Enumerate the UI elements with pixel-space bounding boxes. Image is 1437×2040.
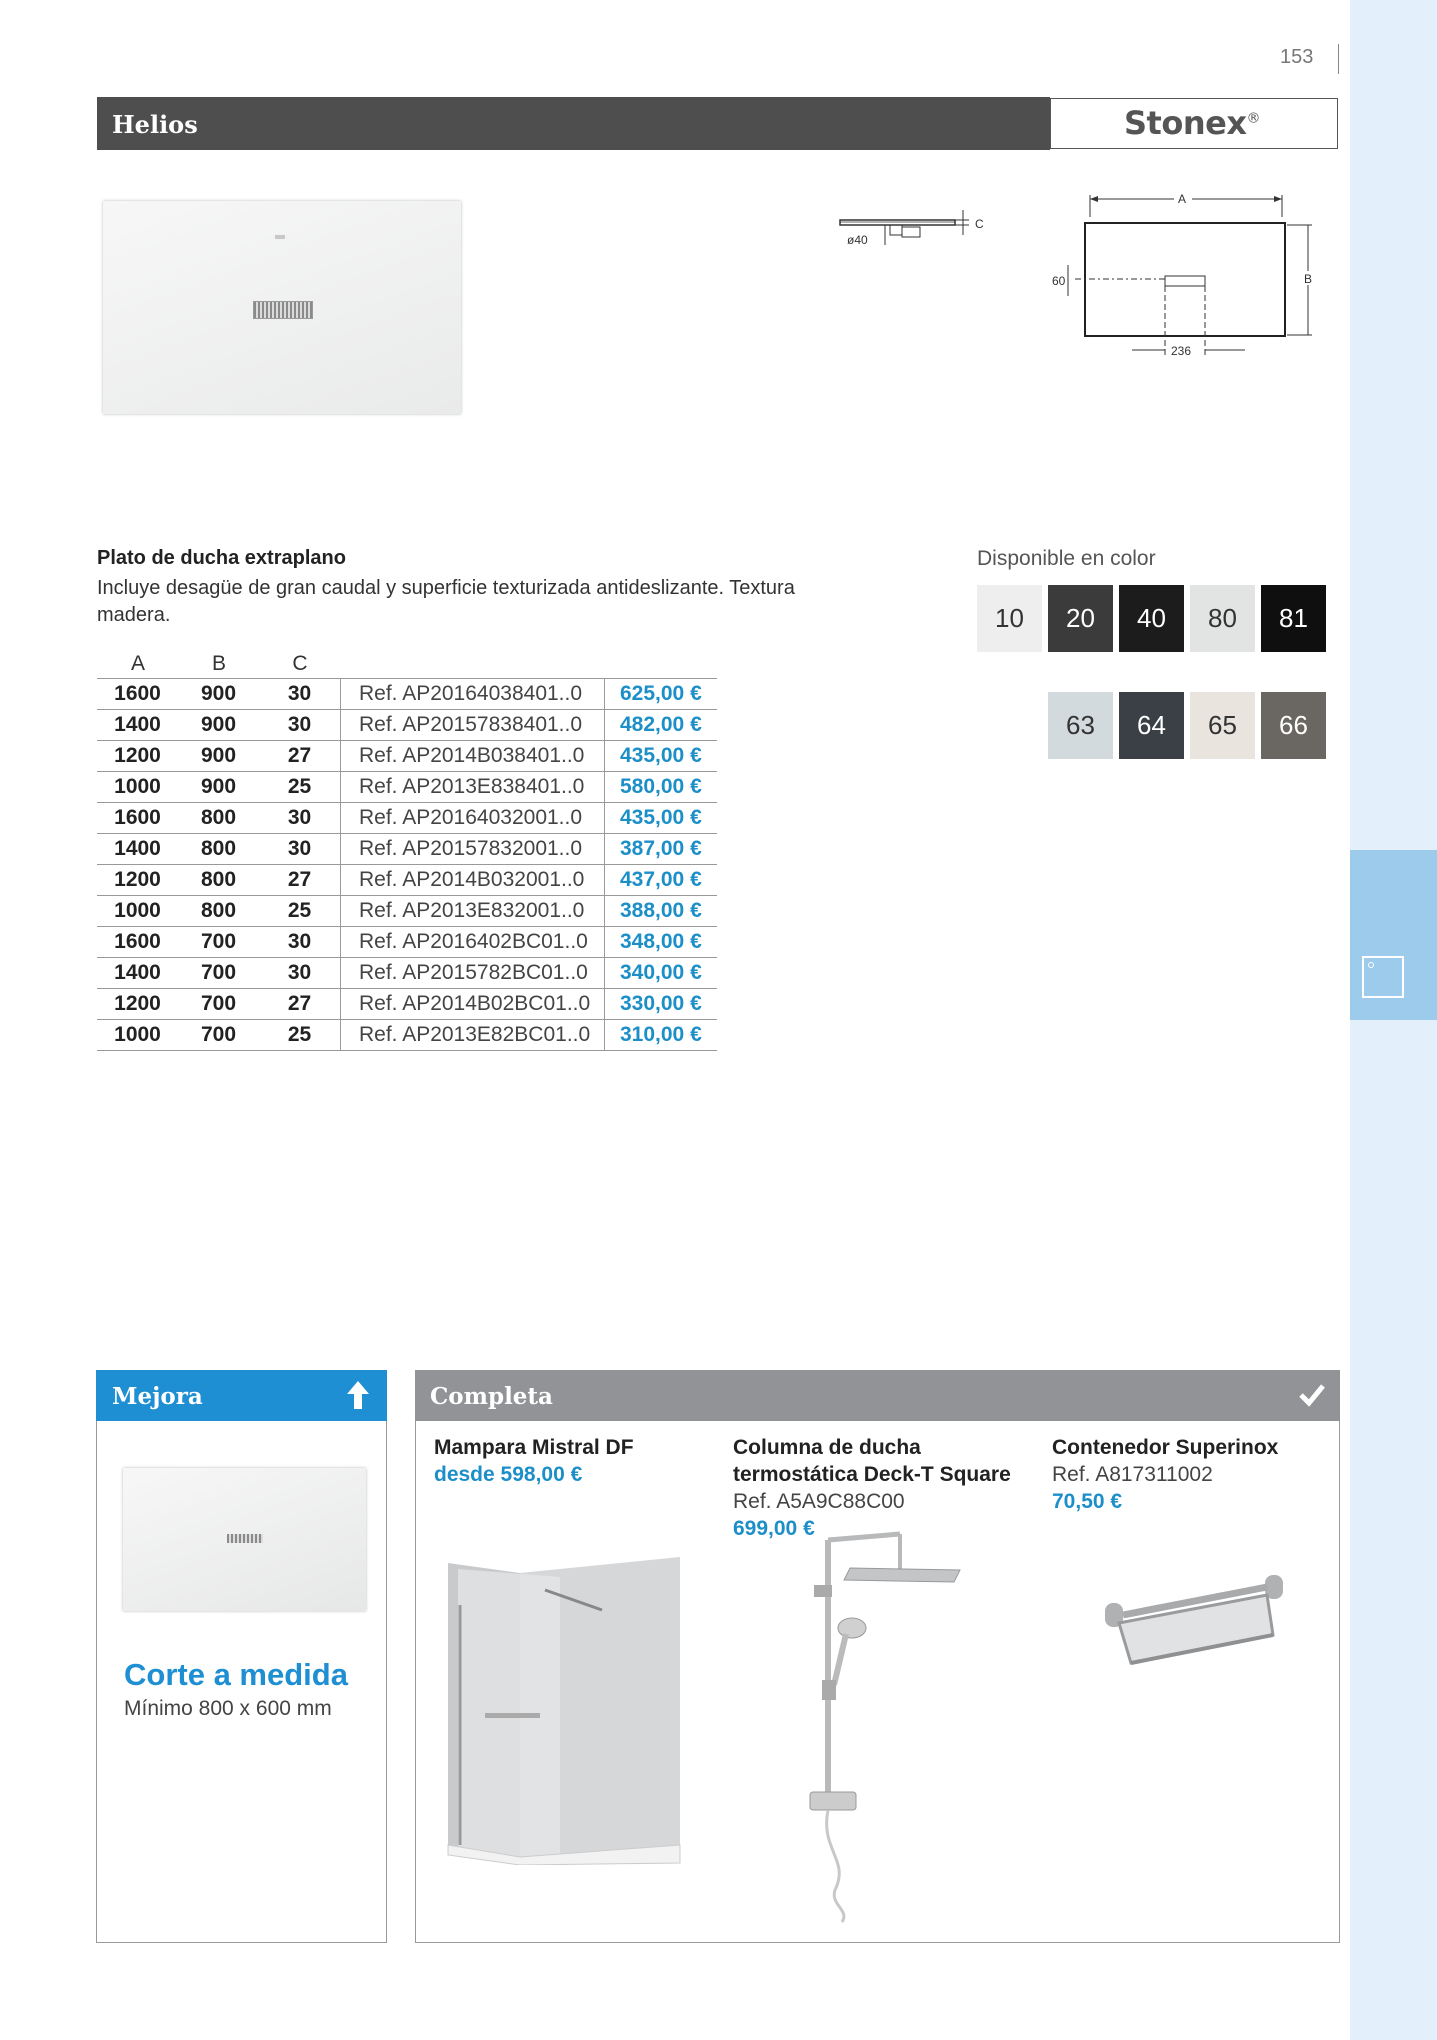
dimension-a: 1200 xyxy=(97,741,178,772)
price: 435,00 € xyxy=(605,803,718,834)
shower-tray-icon xyxy=(1362,956,1404,998)
price: 482,00 € xyxy=(605,710,718,741)
accessory-item xyxy=(733,1434,1038,1542)
dimension-a: 1000 xyxy=(97,896,178,927)
color-swatch[interactable]: 64 xyxy=(1119,692,1184,759)
column-header-c: C xyxy=(292,652,308,675)
product-title: Plato de ducha extraplano xyxy=(97,547,346,569)
table-row xyxy=(97,834,717,865)
reference-code: Ref. AP2014B02BC01..0 xyxy=(341,989,605,1020)
dimension-a: 1400 xyxy=(97,834,178,865)
dimension-a: 1600 xyxy=(97,679,178,710)
reference-code: Ref. AP2016402BC01..0 xyxy=(341,927,605,958)
accessory-name: Mampara Mistral DF xyxy=(434,1436,634,1459)
price: 437,00 € xyxy=(605,865,718,896)
product-description: Incluye desagüe de gran caudal y superficie texturizada antideslizante. Textura madera. xyxy=(97,577,795,626)
dimension-b: 800 xyxy=(178,865,259,896)
reference-code: Ref. AP2014B032001..0 xyxy=(341,865,605,896)
dimension-a: 1600 xyxy=(97,927,178,958)
accessory-ref: Ref. A5A9C88C00 xyxy=(733,1490,905,1513)
thickness-label: C xyxy=(975,217,984,231)
accessory-item xyxy=(434,1434,714,1488)
price: 580,00 € xyxy=(605,772,718,803)
dimension-b: 700 xyxy=(178,958,259,989)
price: 387,00 € xyxy=(605,834,718,865)
depth-label: B xyxy=(1304,272,1313,286)
width-label: A xyxy=(1178,192,1187,206)
reference-code: Ref. AP20164032001..0 xyxy=(341,803,605,834)
dimension-c: 30 xyxy=(259,679,341,710)
reference-code: Ref. AP20164038401..0 xyxy=(341,679,605,710)
dimension-a: 1400 xyxy=(97,710,178,741)
header-bar xyxy=(97,97,1050,150)
color-swatch[interactable]: 81 xyxy=(1261,585,1326,652)
dimension-b: 800 xyxy=(178,834,259,865)
accessory-name: Contenedor Superinox xyxy=(1052,1436,1279,1459)
custom-cut-title: Corte a medida xyxy=(124,1657,348,1692)
dimension-c: 25 xyxy=(259,1020,341,1051)
product-photo xyxy=(103,201,461,414)
arrow-up-icon xyxy=(346,1380,370,1410)
dimension-a: 1000 xyxy=(97,1020,178,1051)
dimension-b: 700 xyxy=(178,989,259,1020)
price: 388,00 € xyxy=(605,896,718,927)
dimension-a: 1400 xyxy=(97,958,178,989)
dimension-c: 25 xyxy=(259,772,341,803)
upgrade-label: Mejora xyxy=(112,1383,203,1410)
product-line-title: Helios xyxy=(112,110,198,139)
complete-label: Completa xyxy=(430,1383,553,1410)
page-number: 153 xyxy=(1280,46,1314,68)
color-swatch[interactable]: 65 xyxy=(1190,692,1255,759)
complete-bar xyxy=(415,1370,1340,1421)
price: 435,00 € xyxy=(605,741,718,772)
dimension-c: 30 xyxy=(259,803,341,834)
accessory-name: Columna de ducha termostática Deck-T Square xyxy=(733,1436,1011,1486)
custom-cut-photo xyxy=(123,1468,366,1611)
side-section-drawing xyxy=(835,205,995,265)
dimension-c: 30 xyxy=(259,958,341,989)
accessory-price: desde 598,00 € xyxy=(434,1463,583,1486)
dimension-a: 1200 xyxy=(97,989,178,1020)
table-row xyxy=(97,679,717,710)
table-row xyxy=(97,1020,717,1051)
side-strip xyxy=(1350,0,1437,2040)
offset-label: 60 xyxy=(1052,274,1066,288)
dimension-b: 700 xyxy=(178,927,259,958)
dimension-b: 900 xyxy=(178,679,259,710)
dimension-b: 900 xyxy=(178,772,259,803)
page-number-divider xyxy=(1338,44,1339,74)
shower-shelf-image xyxy=(1095,1565,1295,1675)
dimension-a: 1600 xyxy=(97,803,178,834)
table-row xyxy=(97,958,717,989)
dimension-b: 800 xyxy=(178,803,259,834)
reference-code: Ref. AP20157832001..0 xyxy=(341,834,605,865)
price: 310,00 € xyxy=(605,1020,718,1051)
dimension-b: 800 xyxy=(178,896,259,927)
reference-code: Ref. AP2014B038401..0 xyxy=(341,741,605,772)
dimension-c: 25 xyxy=(259,896,341,927)
price: 330,00 € xyxy=(605,989,718,1020)
dimension-a: 1200 xyxy=(97,865,178,896)
drain-diameter-label: ø40 xyxy=(847,233,868,247)
color-swatch[interactable]: 80 xyxy=(1190,585,1255,652)
reference-code: Ref. AP2015782BC01..0 xyxy=(341,958,605,989)
table-row xyxy=(97,865,717,896)
brand-mark xyxy=(275,235,285,239)
dimension-c: 27 xyxy=(259,989,341,1020)
color-swatch[interactable]: 66 xyxy=(1261,692,1326,759)
dimension-b: 900 xyxy=(178,710,259,741)
dimension-c: 30 xyxy=(259,834,341,865)
accessory-price: 70,50 € xyxy=(1052,1490,1123,1513)
table-row xyxy=(97,896,717,927)
column-header-b: B xyxy=(211,652,226,675)
accessory-price: 699,00 € xyxy=(733,1517,815,1540)
color-swatch[interactable]: 40 xyxy=(1119,585,1184,652)
column-header-a: A xyxy=(130,652,145,675)
table-row xyxy=(97,989,717,1020)
drain-grate xyxy=(253,301,313,319)
table-row xyxy=(97,803,717,834)
table-row xyxy=(97,741,717,772)
brand-logo: Stonex® xyxy=(1124,104,1260,142)
accessory-item xyxy=(1052,1434,1332,1515)
table-row xyxy=(97,772,717,803)
checkmark-icon xyxy=(1298,1382,1326,1408)
price: 348,00 € xyxy=(605,927,718,958)
price: 340,00 € xyxy=(605,958,718,989)
colors-title: Disponible en color xyxy=(977,547,1156,570)
reference-code: Ref. AP2013E832001..0 xyxy=(341,896,605,927)
reference-code: Ref. AP2013E82BC01..0 xyxy=(341,1020,605,1051)
color-swatch[interactable]: 10 xyxy=(977,585,1042,652)
drain-position-label: 236 xyxy=(1171,344,1192,358)
dimension-c: 30 xyxy=(259,927,341,958)
dimension-b: 900 xyxy=(178,741,259,772)
price: 625,00 € xyxy=(605,679,718,710)
custom-cut-text: Mínimo 800 x 600 mm xyxy=(124,1697,332,1720)
dimension-b: 700 xyxy=(178,1020,259,1051)
table-row xyxy=(97,927,717,958)
table-row xyxy=(97,710,717,741)
shower-column-image xyxy=(790,1530,970,1930)
dimension-c: 27 xyxy=(259,865,341,896)
color-swatch[interactable]: 63 xyxy=(1048,692,1113,759)
shower-screen-image xyxy=(440,1545,690,1865)
top-view-drawing xyxy=(1040,185,1320,360)
dimension-c: 30 xyxy=(259,710,341,741)
accessory-ref: Ref. A817311002 xyxy=(1052,1463,1213,1486)
reference-code: Ref. AP20157838401..0 xyxy=(341,710,605,741)
reference-code: Ref. AP2013E838401..0 xyxy=(341,772,605,803)
dimension-a: 1000 xyxy=(97,772,178,803)
product-table xyxy=(97,678,717,1051)
dimension-c: 27 xyxy=(259,741,341,772)
color-swatch[interactable]: 20 xyxy=(1048,585,1113,652)
